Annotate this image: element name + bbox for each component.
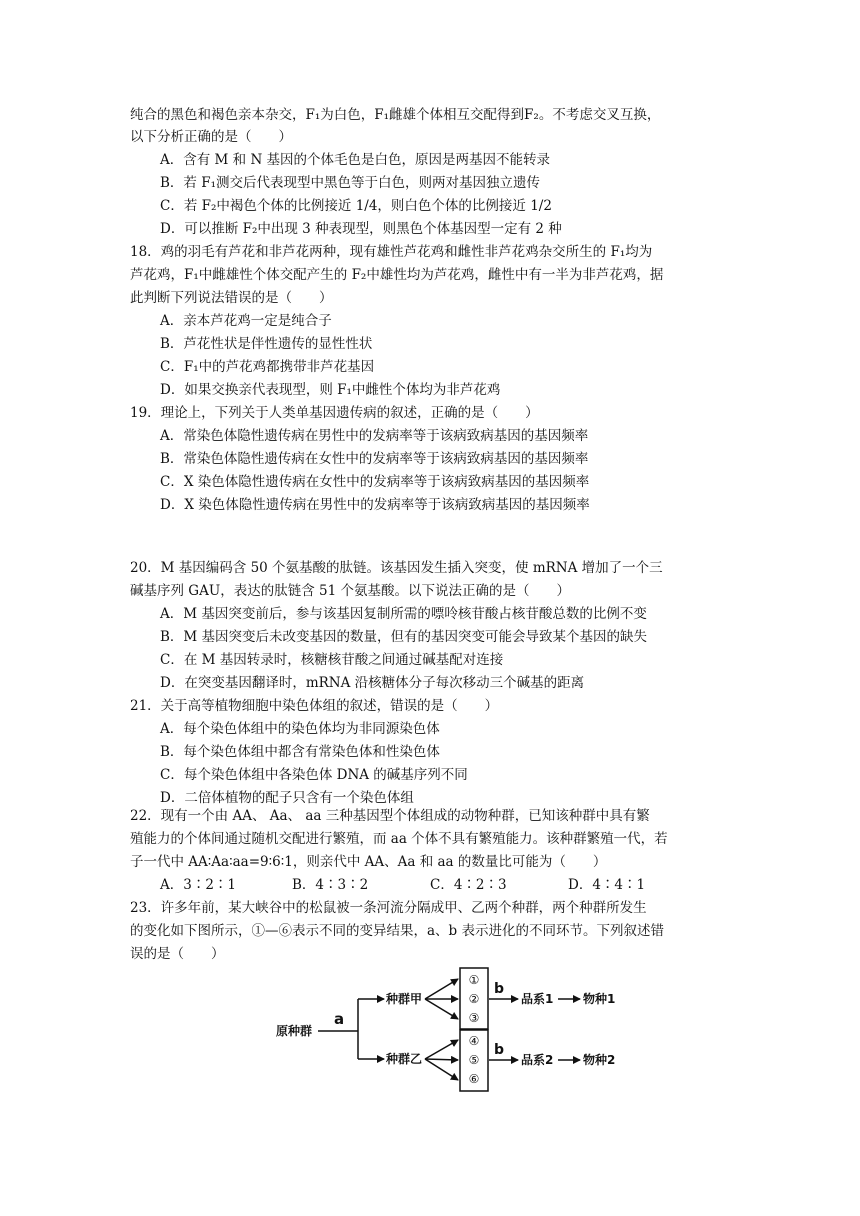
q20-option-c: C．在 M 基因转录时，核糖核苷酸之间通过碱基配对连接 [160,652,504,668]
variation-box-b [460,1030,488,1091]
q22-stem-line-3: 子一代中 AA∶Aa∶aa=9∶6∶1，则亲代中 AA、Aa 和 aa 的数量比可能为（ ） [130,854,607,870]
q18-stem-line-3: 此判断下列说法错误的是（ ） [130,290,333,306]
variation-5: ⑤ [468,1053,480,1067]
q19-option-d: D．X 染色体隐性遗传病在男性中的发病率等于该病致病基因的基因频率 [160,497,590,513]
strain-2-label: 品系2 [521,1053,554,1067]
arrow-a-1 [425,979,458,999]
q17-option-c: C．若 F₂中褐色个体的比例接近 1/4，则白色个体的比例接近 1/2 [160,198,552,214]
arrow-b-6 [425,1059,458,1080]
q17-option-a: A．含有 M 和 N 基因的个体毛色是白色，原因是两基因不能转录 [160,152,551,168]
q19-stem-line-1: 19．理论上，下列关于人类单基因遗传病的叙述，正确的是（ ） [130,405,539,421]
q23-stem-line-3: 误的是（ ） [130,946,225,962]
q17-stem-line-1: 纯合的黑色和褐色亲本杂交，F₁为白色，F₁雌雄个体相互交配得到F₂。不考虑交叉互换， [130,107,661,123]
q20-stem-line-1: 20．M 基因编码含 50 个氨基酸的肽链。该基因发生插入突变，使 mRNA 增加了一个三 [130,560,663,576]
q20-option-d: D．在突变基因翻译时，mRNA 沿核糖体分子每次移动三个碱基的距离 [160,675,585,691]
q18-option-a: A．亲本芦花鸡一定是纯合子 [160,313,332,329]
pop-b-label: 种群乙 [386,1052,423,1066]
q21-option-a: A．每个染色体组中的染色体均为非同源染色体 [160,721,440,737]
variation-box-a [460,968,488,1029]
q18-option-c: C．F₁中的芦花鸡都携带非芦花基因 [160,359,375,375]
q17-stem-line-2: 以下分析正确的是（ ） [130,129,292,145]
arrow-a-3 [425,999,458,1019]
q22-option-c: C．4∶2∶3 [430,877,507,893]
arrow-b-5 [425,1059,458,1060]
arrow-b-4 [425,1040,458,1059]
q18-option-b: B．芦花性状是伴性遗传的显性性状 [160,336,373,352]
variation-1: ① [468,973,480,987]
variation-3: ③ [468,1011,480,1025]
q19-option-b: B．常染色体隐性遗传病在女性中的发病率等于该病致病基因的基因频率 [160,451,589,467]
pop-a-label: 种群甲 [386,992,423,1006]
q22-stem-line-2: 殖能力的个体间通过随机交配进行繁殖，而 aa 个体不具有繁殖能力。该种群繁殖一代，若 [130,831,668,847]
q22-option-b: B．4∶3∶2 [292,877,369,893]
q22-option-d: D．4∶4∶1 [568,877,646,893]
q22-option-a: A．3∶2∶1 [160,877,237,893]
variation-2: ② [468,992,480,1006]
q17-option-b: B．若 F₁测交后代表现型中黑色等于白色，则两对基因独立遗传 [160,175,540,191]
q21-option-c: C．每个染色体组中各染色体 DNA 的碱基序列不同 [160,767,468,783]
q21-stem-line-1: 21．关于高等植物细胞中染色体组的叙述，错误的是（ ） [130,698,499,714]
q20-stem-line-2: 碱基序列 GAU，表达的肽链含 51 个氨基酸。以下说法正确的是（ ） [130,583,570,599]
step-b-label-1: b [494,981,505,997]
q20-option-a: A．M 基因突变前后，参与该基因复制所需的嘌呤核苷酸占核苷酸总数的比例不变 [160,606,647,622]
step-a-label: a [334,1010,345,1028]
q21-option-d: D．二倍体植物的配子只含有一个染色体组 [160,790,414,806]
origin-label: 原种群 [276,1024,313,1038]
variation-4: ④ [468,1034,480,1048]
q21-option-b: B．每个染色体组中都含有常染色体和性染色体 [160,744,440,760]
q19-option-c: C．X 染色体隐性遗传病在女性中的发病率等于该病致病基因的基因频率 [160,474,590,490]
q22-stem-line-1: 22．现有一个由 AA、 Aa、 aa 三种基因型个体组成的动物种群，已知该种群中具有繁 [130,808,650,824]
q23-stem-line-2: 的变化如下图所示，①—⑥表示不同的变异结果，a、b 表示进化的不同环节。下列叙述错 [130,923,664,939]
step-b-label-2: b [494,1042,505,1058]
species-2-label: 物种2 [583,1053,616,1067]
q18-option-d: D．如果交换亲代表现型，则 F₁中雌性个体均为非芦花鸡 [160,382,501,398]
species-1-label: 物种1 [583,992,616,1006]
q18-stem-line-2: 芦花鸡，F₁中雌雄性个体交配产生的 F₂中雄性均为芦花鸡，雌性中有一半为非芦花鸡，据 [130,267,664,283]
q20-option-b: B．M 基因突变后未改变基因的数量，但有的基因突变可能会导致某个基因的缺失 [160,629,648,645]
q17-option-d: D．可以推断 F₂中出现 3 种表现型，则黑色个体基因型一定有 2 种 [160,221,562,237]
strain-1-label: 品系1 [521,992,554,1006]
q23-stem-line-1: 23．许多年前，某大峡谷中的松鼠被一条河流分隔成甲、乙两个种群，两个种群所发生 [130,900,647,916]
q18-stem-line-1: 18．鸡的羽毛有芦花和非芦花两种，现有雄性芦花鸡和雌性非芦花鸡杂交所生的 F₁均为 [130,244,653,260]
variation-6: ⑥ [468,1072,480,1086]
q19-option-a: A．常染色体隐性遗传病在男性中的发病率等于该病致病基因的基因频率 [160,428,589,444]
